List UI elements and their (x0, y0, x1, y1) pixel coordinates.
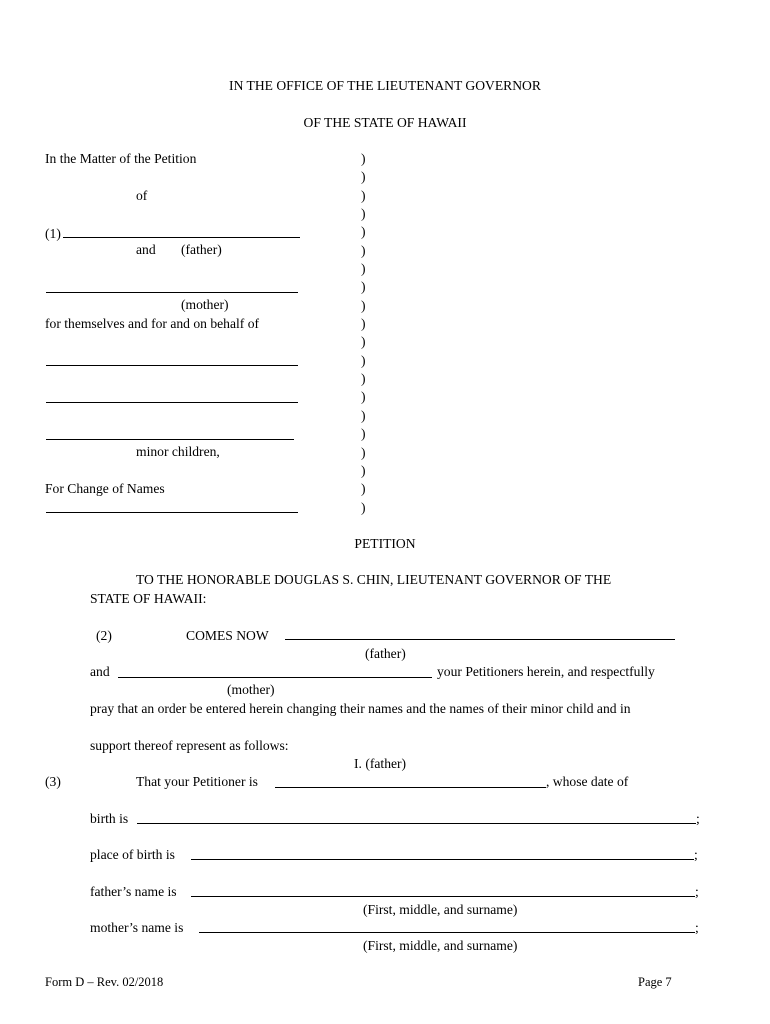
petitioner-is-label: That your Petitioner is (136, 774, 258, 789)
father-petitioner-line[interactable] (285, 639, 675, 640)
whose-dob-label: , whose date of (546, 774, 629, 789)
and-label: and (136, 242, 156, 257)
comes-now-label: COMES NOW (186, 628, 269, 643)
header-line-1: IN THE OFFICE OF THE LIEUTENANT GOVERNOR (229, 78, 541, 93)
place-of-birth-label: place of birth is (90, 847, 175, 862)
child-name-line-1[interactable] (46, 365, 298, 366)
number-3-label: (3) (45, 774, 61, 789)
number-2-label: (2) (96, 628, 112, 643)
support-text: support thereof represent as follows: (90, 738, 289, 753)
child-name-line-3[interactable] (46, 439, 294, 440)
birth-date-line[interactable] (137, 823, 696, 824)
matter-label: In the Matter of the Petition (45, 151, 197, 166)
caption-parentheses: ) ) ) ) ) ) ) ) ) ) ) ) ) ) ) ) ) ) ) ) (361, 151, 366, 515)
petition-title: PETITION (354, 536, 416, 551)
birth-semicolon: ; (696, 811, 700, 826)
fathers-name-format: (First, middle, and surname) (363, 902, 518, 917)
father-label: (father) (181, 242, 222, 257)
new-name-line[interactable] (46, 512, 298, 513)
mother-caption-label: (mother) (227, 682, 275, 697)
minor-children-label: minor children, (136, 444, 220, 459)
mother-name-line[interactable] (46, 292, 298, 293)
fathers-name-line[interactable] (191, 896, 695, 897)
place-semicolon: ; (694, 847, 698, 862)
father-name-line[interactable] (63, 237, 300, 238)
of-label: of (136, 188, 148, 203)
address-line-1: TO THE HONORABLE DOUGLAS S. CHIN, LIEUTENANT GOVERNOR OF THE (136, 572, 612, 587)
header-line-2: OF THE STATE OF HAWAII (303, 115, 467, 130)
mothers-name-label: mother’s name is (90, 920, 184, 935)
pray-text: pray that an order be entered herein changing their names and the names of their minor child and in (90, 701, 631, 716)
page-number: Page 7 (638, 975, 672, 989)
mothers-semicolon: ; (695, 920, 699, 935)
petitioners-text: your Petitioners herein, and respectfully (437, 664, 655, 679)
father-caption-label: (father) (365, 646, 406, 661)
section-heading: I. (father) (354, 756, 407, 771)
mother-label: (mother) (181, 297, 229, 312)
change-names-label: For Change of Names (45, 481, 165, 496)
fathers-semicolon: ; (695, 884, 699, 899)
child-name-line-2[interactable] (46, 402, 298, 403)
birth-is-label: birth is (90, 811, 129, 826)
mothers-name-format: (First, middle, and surname) (363, 938, 518, 953)
behalf-label: for themselves and for and on behalf of (45, 316, 260, 331)
address-line-2: STATE OF HAWAII: (90, 591, 207, 606)
fathers-name-label: father’s name is (90, 884, 177, 899)
petitioner-name-line[interactable] (275, 787, 546, 788)
place-of-birth-line[interactable] (191, 859, 694, 860)
mothers-name-line[interactable] (199, 932, 695, 933)
number-1-label: (1) (45, 226, 61, 241)
mother-petitioner-line[interactable] (118, 677, 432, 678)
form-id: Form D – Rev. 02/2018 (45, 975, 164, 989)
and-petition-label: and (90, 664, 110, 679)
